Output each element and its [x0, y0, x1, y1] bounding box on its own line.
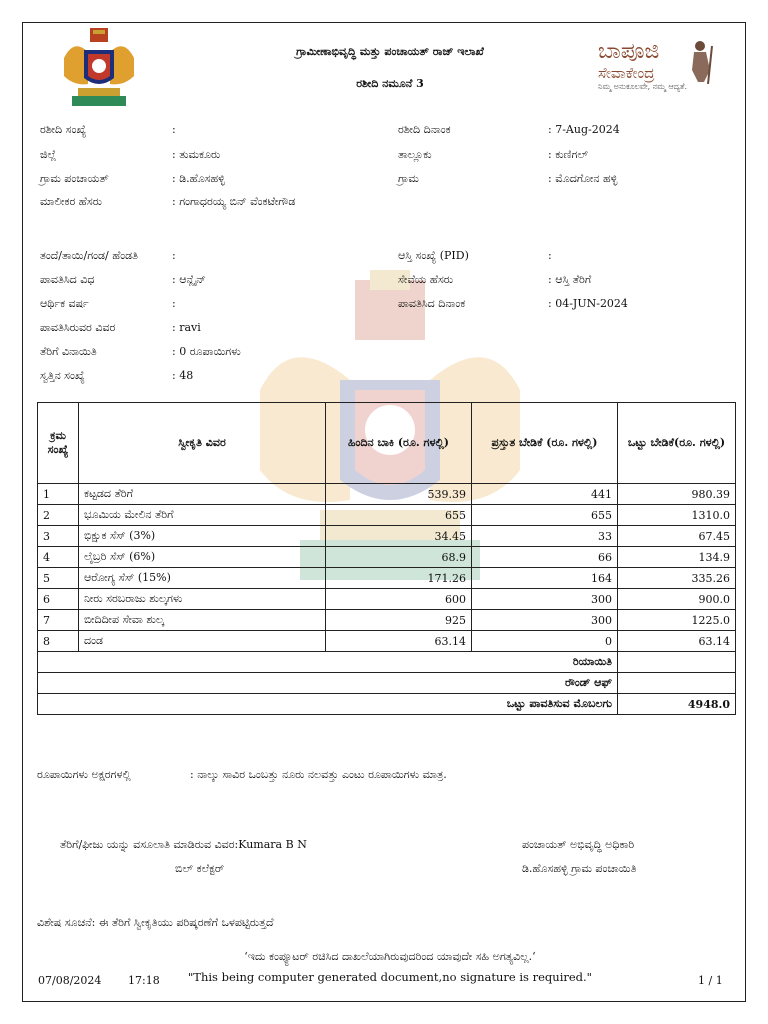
amount-words-value: : ನಾಲ್ಕು ಸಾವಿರ ಒಂಬತ್ತು ನೂರು ನಲವತ್ತು ಎಂಟು ರೂಪಾಯಿಗಳು ಮಾತ್ರ. — [190, 768, 447, 781]
payment-mode-value: : ಆನ್ಲೈನ್ — [172, 273, 206, 286]
cell-current-demand: 300 — [472, 589, 618, 610]
bapuji-logo-subtitle: ಸೇವಾಕೇಂದ್ರ — [598, 64, 655, 82]
cell-previous-due: 539.39 — [326, 484, 472, 505]
table-row — [38, 610, 736, 631]
payer-label: ಪಾವತಿಸಿರುವರ ವಿವರ — [40, 321, 116, 334]
cell-total-demand: 1225.0 — [618, 610, 736, 631]
district-label: ಜಿಲ್ಲೆ — [40, 148, 57, 161]
owner-label: ಮಾಲೀಕರ ಹೆಸರು — [40, 195, 103, 208]
collector-line: ತೆರಿಗೆ/ಫೀಜು ಯನ್ನು ವಸೂಲಾತಿ ಮಾಡಿರುವ ವಿವರ:Kumara B N — [60, 838, 307, 851]
cell-total-demand: 335.26 — [618, 568, 736, 589]
payment-mode-label: ಪಾವತಿಸಿದ ವಿಧ — [40, 273, 95, 286]
table-row — [38, 631, 736, 652]
cell-total-demand: 63.14 — [618, 631, 736, 652]
col-current-demand-header: ಪ್ರಸ್ತುತ ಬೇಡಿಕೆ (ರೂ. ಗಳಲ್ಲಿ) — [472, 403, 618, 484]
kannada-disclaimer: ‘ಇದು ಕಂಪ್ಯೂಟರ್ ರಚಿಸಿದ ದಾಖಲೆಯಾಗಿರುವುದರಿಂದ ಯಾವುದೇ ಸಹಿ ಅಗತ್ಯವಿಲ್ಲ.‘ — [244, 950, 536, 963]
gandhi-figure-icon — [680, 40, 720, 84]
english-disclaimer: "This being computer generated document,no signature is required." — [188, 970, 592, 984]
cell-previous-due: 925 — [326, 610, 472, 631]
bapuji-logo — [598, 40, 728, 100]
total-label: ಒಟ್ಟು ಪಾವತಿಸುವ ಮೊಬಲಗು — [38, 694, 618, 715]
parent-label: ತಂದೆ/ತಾಯಿ/ಗಂಡ/ ಹೆಂಡತಿ — [40, 249, 138, 262]
cell-description: ಭೂಮಿಯ ಮೇಲಿನ ತೆರಿಗೆ — [79, 505, 326, 526]
village-value: : ಮೊದಗೋನ ಹಳ್ಳಿ — [548, 172, 618, 185]
cell-previous-due: 655 — [326, 505, 472, 526]
table-row — [38, 589, 736, 610]
table-row — [38, 547, 736, 568]
cell-current-demand: 300 — [472, 610, 618, 631]
col-description-header: ಸ್ವೀಕೃತಿ ವಿವರ — [79, 403, 326, 484]
paid-date-value: : 04-JUN-2024 — [548, 297, 628, 310]
service-label: ಸೇವೆಯ ಹೆಸರು — [398, 273, 454, 286]
department-title: ಗ್ರಾಮೀಣಾಭಿವೃದ್ಧಿ ಮತ್ತು ಪಂಚಾಯತ್ ರಾಜ್ ಇಲಾಖೆ — [296, 45, 484, 58]
cell-previous-due: 171.26 — [326, 568, 472, 589]
gp-value: : ಡಿ.ಹೊಸಹಳ್ಳಿ — [172, 172, 225, 185]
payer-value: : ravi — [172, 321, 201, 334]
fin-year-value: : — [172, 297, 176, 310]
special-note: ವಿಶೇಷ ಸೂಚನೆ: ಈ ತೆರಿಗೆ ಸ್ವೀಕೃತಿಯು ಪರಿಷ್ಕರಣೆಗೆ ಒಳಪಟ್ಟಿರುತ್ತದೆ — [37, 916, 274, 929]
cell-current-demand: 655 — [472, 505, 618, 526]
cell-total-demand: 1310.0 — [618, 505, 736, 526]
cell-previous-due: 600 — [326, 589, 472, 610]
cell-serial: 2 — [38, 505, 79, 526]
rebate-row — [38, 652, 736, 673]
total-value: 4948.0 — [618, 694, 736, 715]
cell-serial: 3 — [38, 526, 79, 547]
cell-current-demand: 33 — [472, 526, 618, 547]
table-row — [38, 568, 736, 589]
cell-description: ಭಿಕ್ಷುಕ ಸೆಸ್ (3%) — [79, 526, 326, 547]
table-row — [38, 526, 736, 547]
receipt-no-label: ರಶೀದಿ ಸಂಖ್ಯೆ — [40, 123, 87, 136]
cell-serial: 6 — [38, 589, 79, 610]
receipt-date-value: : 7-Aug-2024 — [548, 123, 620, 136]
receipt-date-label: ರಶೀದಿ ದಿನಾಂಕ — [398, 123, 451, 136]
cell-previous-due: 63.14 — [326, 631, 472, 652]
paid-date-label: ಪಾವತಿಸಿದ ದಿನಾಂಕ — [398, 297, 466, 310]
rebate-value — [618, 652, 736, 673]
pid-label: ಆಸ್ತಿ ಸಂಖ್ಯೆ (PID) — [398, 249, 469, 262]
taluk-label: ತಾಲ್ಲೂಕು — [398, 148, 432, 161]
tax-exemption-value: : 0 ರೂಪಾಯಿಗಳು — [172, 345, 241, 358]
cell-description: ನೀರು ಸರಬರಾಜು ಶುಲ್ಕಗಳು — [79, 589, 326, 610]
service-value: : ಆಸ್ತಿ ತೆರಿಗೆ — [548, 273, 592, 286]
cell-current-demand: 66 — [472, 547, 618, 568]
gp-label: ಗ್ರಾಮ ಪಂಚಾಯತ್ — [40, 172, 109, 185]
roundoff-row — [38, 673, 736, 694]
total-row — [38, 694, 736, 715]
pdo-title: ಪಂಚಾಯತ್ ಅಭಿವೃದ್ಧಿ ಅಧಿಕಾರಿ — [522, 838, 635, 851]
cell-current-demand: 0 — [472, 631, 618, 652]
cell-total-demand: 900.0 — [618, 589, 736, 610]
cell-description: ಬೀದಿದೀಪ ಸೇವಾ ಶುಲ್ಕ — [79, 610, 326, 631]
fin-year-label: ಆರ್ಥಿಕ ವರ್ಷ — [40, 297, 89, 310]
cell-description: ಆರೋಗ್ಯ ಸೆಸ್ (15%) — [79, 568, 326, 589]
rebate-label: ರಿಯಾಯಿತಿ — [38, 652, 618, 673]
col-previous-due-header: ಹಿಂದಿನ ಬಾಕಿ (ರೂ. ಗಳಲ್ಲಿ) — [326, 403, 472, 484]
bapuji-logo-title: ಬಾಪೂಜಿ — [598, 39, 660, 64]
parent-value: : — [172, 249, 176, 262]
form-title: ರಶೀದಿ ನಮೂನೆ 3 — [356, 77, 424, 90]
cell-total-demand: 980.39 — [618, 484, 736, 505]
cell-description: ಲೈಬ್ರರಿ ಸೆಸ್ (6%) — [79, 547, 326, 568]
cell-serial: 4 — [38, 547, 79, 568]
roundoff-label: ರೌಂಡ್ ಆಫ್ — [38, 673, 618, 694]
property-no-value: : 48 — [172, 369, 194, 382]
table-header-row — [38, 403, 736, 484]
collector-title: ಬಿಲ್ ಕಲೆಕ್ಟರ್ — [175, 862, 225, 875]
col-total-demand-header: ಒಟ್ಟು ಬೇಡಿಕೆ(ರೂ. ಗಳಲ್ಲಿ) — [618, 403, 736, 484]
footer-time: 17:18 — [128, 974, 160, 987]
cell-current-demand: 441 — [472, 484, 618, 505]
village-label: ಗ್ರಾಮ — [398, 172, 419, 185]
cell-previous-due: 68.9 — [326, 547, 472, 568]
footer-date: 07/08/2024 — [38, 974, 102, 987]
cell-serial: 7 — [38, 610, 79, 631]
district-value: : ತುಮಕೂರು — [172, 148, 221, 161]
taluk-value: : ಕುಣಿಗಲ್ — [548, 148, 589, 161]
owner-value: : ಗಂಗಾಧರಯ್ಯ ಬಿನ್ ವೆಂಕಟೇಗೌಡ — [172, 195, 296, 208]
cell-previous-due: 34.45 — [326, 526, 472, 547]
cell-total-demand: 134.9 — [618, 547, 736, 568]
tax-exemption-label: ತೆರಿಗೆ ವಿನಾಯಿತಿ — [40, 345, 97, 358]
receipt-table — [37, 402, 736, 715]
property-no-label: ಸ್ವತ್ತಿನ ಸಂಖ್ಯೆ — [40, 369, 85, 382]
receipt-no-value: : — [172, 123, 176, 136]
cell-description: ಕಟ್ಟಡದ ತೆರಿಗೆ — [79, 484, 326, 505]
cell-serial: 5 — [38, 568, 79, 589]
cell-description: ದಂಡ — [79, 631, 326, 652]
karnataka-emblem-logo — [60, 28, 138, 108]
table-row — [38, 505, 736, 526]
amount-words-label: ರೂಪಾಯಿಗಳು ಅಕ್ಷರಗಳಲ್ಲಿ — [37, 768, 131, 781]
col-serial-header: ಕ್ರಮ ಸಂಖ್ಯೆ — [38, 403, 79, 484]
cell-current-demand: 164 — [472, 568, 618, 589]
bapuji-logo-tagline: ನಿಮ್ಮ ಅನುಕೂಲವೇ, ನಮ್ಮ ಆದ್ಯತೆ. — [598, 82, 688, 91]
pid-value: : — [548, 249, 552, 262]
table-row — [38, 484, 736, 505]
roundoff-value — [618, 673, 736, 694]
page-number: 1 / 1 — [698, 974, 723, 987]
cell-serial: 8 — [38, 631, 79, 652]
cell-total-demand: 67.45 — [618, 526, 736, 547]
pdo-office: ಡಿ.ಹೊಸಹಳ್ಳಿ ಗ್ರಾಮ ಪಂಚಾಯಿತಿ — [522, 862, 637, 875]
cell-serial: 1 — [38, 484, 79, 505]
